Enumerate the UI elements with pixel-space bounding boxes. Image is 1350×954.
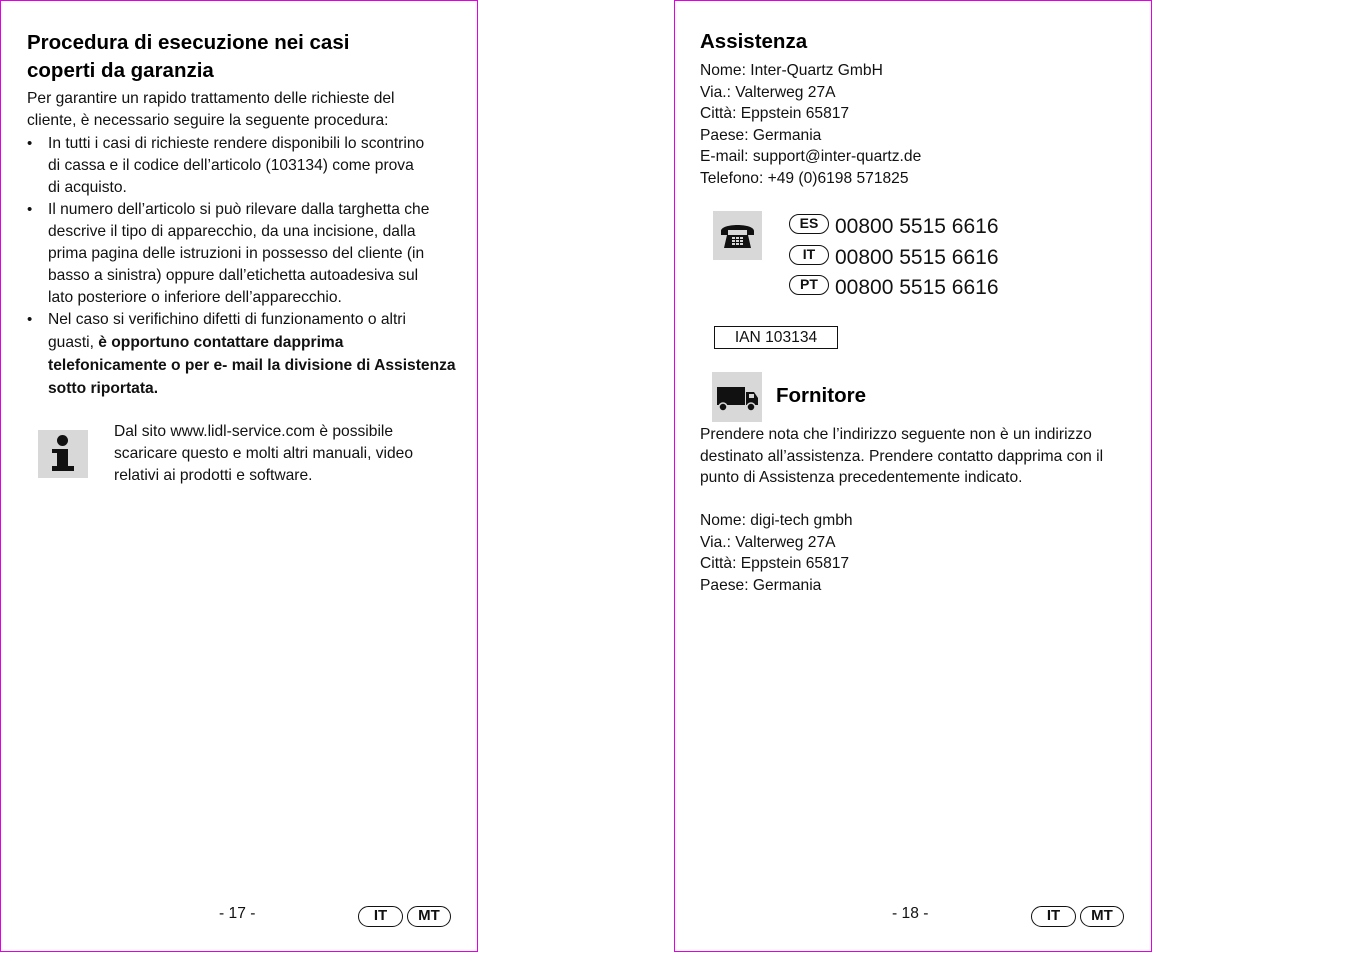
warranty-procedure-title <box>27 29 349 85</box>
text-line: Paese: Germania <box>700 126 822 144</box>
hotline-number: 00800 5515 6616 <box>835 246 999 269</box>
text-line: • In tutti i casi di richieste rendere disponibili lo scontrino <box>48 135 425 152</box>
bold-text: sotto riportata. <box>48 380 159 397</box>
text-line: Prendere nota che l’indirizzo seguente non è un indirizzo <box>700 426 1092 443</box>
ian-code: IAN 103134 <box>714 326 838 349</box>
text-line: basso a sinistra) oppure dall’etichetta autoadesiva sul <box>48 267 419 284</box>
language-badge-mt: MT <box>1080 906 1124 927</box>
page-number: - 18 - <box>892 905 929 922</box>
text-line: Via.: Valterweg 27A <box>700 533 836 551</box>
text-line: relativi ai prodotti e software. <box>114 467 313 484</box>
text-line: prima pagina delle istruzioni in possesso del cliente (in <box>48 245 425 262</box>
language-badge-it: IT <box>1031 906 1076 927</box>
text-line: Città: Eppstein 65817 <box>700 555 850 573</box>
hotline-number: 00800 5515 6616 <box>835 276 999 299</box>
text-line <box>48 331 467 354</box>
text-line: Dal sito www.lidl-service.com è possibile <box>114 423 394 440</box>
text-line: Via.: Valterweg 27A <box>700 83 836 101</box>
truck-icon-graphic <box>712 372 762 422</box>
service-address <box>700 60 921 190</box>
truck-icon <box>712 372 762 422</box>
intro-paragraph <box>27 88 395 132</box>
text-line: E-mail: support@inter-quartz.de <box>700 148 922 166</box>
title-line: Procedura di esecuzione nei casi <box>27 31 350 54</box>
info-icon-base <box>52 466 74 471</box>
text-line: Per garantire un rapido trattamento delle richieste del <box>27 90 395 107</box>
text-line: scaricare questo e molti altri manuali, video <box>114 445 414 462</box>
language-badge-it: IT <box>358 906 403 927</box>
list-item <box>27 309 467 400</box>
text-line: lato posteriore o inferiore dell’apparecchio. <box>48 289 342 306</box>
text-line: Paese: Germania <box>700 576 822 594</box>
text-line: di acquisto. <box>48 179 127 196</box>
plain-text: guasti, <box>48 334 99 351</box>
text-line: descrive il tipo di apparecchio, da una incisione, dalla <box>48 223 416 240</box>
hotline-number: 00800 5515 6616 <box>835 215 999 238</box>
page-left <box>0 0 478 952</box>
text-line: • Nel caso si verifichino difetti di funzionamento o altri <box>48 311 406 328</box>
country-badge-pt: PT <box>789 275 829 295</box>
text-line: Nome: Inter-Quartz GmbH <box>700 62 883 79</box>
page-number: - 17 - <box>219 905 256 922</box>
telephone-icon-graphic <box>713 211 762 260</box>
info-icon <box>38 430 88 478</box>
country-badge-it: IT <box>789 245 829 265</box>
list-item <box>27 199 467 309</box>
supplier-address <box>700 510 853 596</box>
bold-text: telefonicamente o per e- mail la divisione di Assistenza <box>48 357 456 374</box>
text-line: di cassa e il codice dell’articolo (103134) come prova <box>48 157 414 174</box>
info-icon-dot <box>57 435 68 446</box>
procedure-list <box>27 133 467 400</box>
text-line: destinato all’assistenza. Prendere contatto dapprima con il <box>700 447 1104 465</box>
page-right <box>674 0 1152 952</box>
text-line: cliente, è necessario seguire la seguente procedura: <box>27 112 389 129</box>
info-note <box>114 421 413 487</box>
service-title: Assistenza <box>700 30 808 53</box>
country-badge-es: ES <box>789 214 829 234</box>
text-line: • Il numero dell’articolo si può rilevare dalla targhetta che <box>48 201 430 218</box>
bold-text: è opportuno contattare dapprima <box>98 334 344 351</box>
text-line: Nome: digi-tech gmbh <box>700 512 853 529</box>
supplier-note <box>700 424 1103 489</box>
language-badge-mt: MT <box>407 906 451 927</box>
title-line: coperti da garanzia <box>27 59 214 82</box>
list-item <box>27 133 467 199</box>
text-line: Città: Eppstein 65817 <box>700 105 850 123</box>
text-line: Telefono: +49 (0)6198 571825 <box>700 169 909 187</box>
telephone-icon <box>713 211 762 260</box>
text-line: punto di Assistenza precedentemente indicato. <box>700 469 1023 487</box>
supplier-title: Fornitore <box>776 384 866 407</box>
